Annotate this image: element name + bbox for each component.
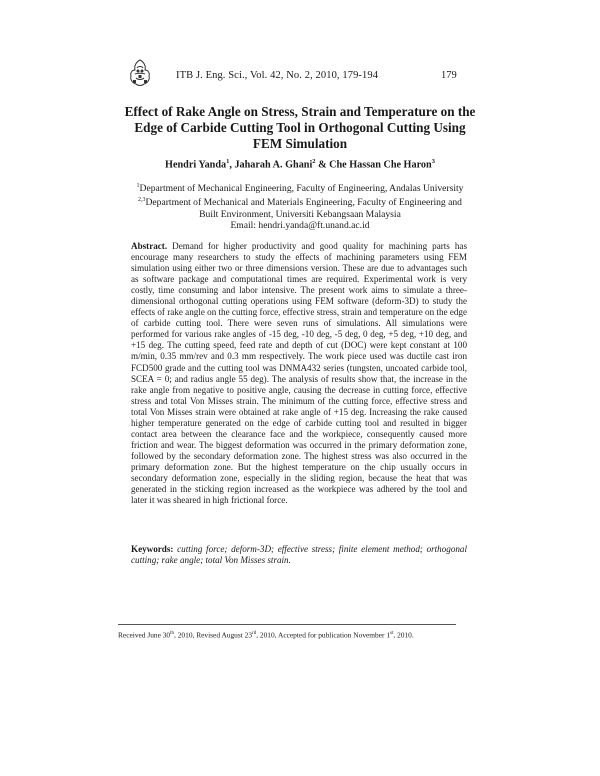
footnote-text: , 2010, Accepted for publication November 1 bbox=[256, 630, 391, 640]
keywords-label: Keywords: bbox=[131, 544, 174, 554]
keywords bbox=[131, 544, 467, 566]
author-list bbox=[120, 158, 480, 170]
footnote-divider bbox=[118, 624, 456, 625]
journal-reference: ITB J. Eng. Sci., Vol. 42, No. 2, 2010, 179-194 bbox=[176, 70, 379, 81]
keywords-text: cutting force; deform-3D; effective stress; finite element method; orthogonal cutting; rake angle; total Von Misses strain. bbox=[131, 544, 467, 565]
author-name: Che Hassan Che Haron bbox=[329, 159, 432, 171]
abstract-label: Abstract. bbox=[131, 241, 168, 251]
author-affiliation-mark: 2 bbox=[312, 158, 316, 165]
affiliation-mark: 1 bbox=[136, 183, 140, 189]
author-separator: , bbox=[229, 159, 235, 171]
affiliations bbox=[118, 181, 482, 232]
received-dates-footnote bbox=[118, 629, 478, 639]
footnote-text: Received June 30 bbox=[118, 630, 171, 640]
author-separator: & bbox=[315, 159, 330, 171]
ordinal-suffix: rd bbox=[252, 631, 257, 636]
affiliation-line-3: Built Environment, Universiti Kebangsaan Malaysia bbox=[199, 208, 401, 220]
author-name: Hendri Yanda bbox=[165, 159, 227, 171]
affiliation-text: Department of Mechanical Engineering, Faculty of Engineering, Andalas University bbox=[139, 183, 464, 195]
abstract bbox=[131, 241, 467, 506]
affiliation-mark: 2,3 bbox=[138, 196, 146, 203]
affiliation-line-2 bbox=[118, 195, 482, 209]
author-name: Jaharah A. Ghani bbox=[234, 159, 313, 171]
footnote-text: , 2010, Revised August 23 bbox=[174, 630, 253, 640]
author-email: Email: hendri.yanda@ft.unand.ac.id bbox=[230, 220, 370, 232]
itb-logo-icon bbox=[128, 58, 152, 88]
paper-title: Effect of Rake Angle on Stress, Strain and Temperature on the Edge of Carbide Cutting Tool in Orthogonal Cutting Using FEM Simulation bbox=[124, 104, 476, 151]
author-affiliation-mark: 3 bbox=[431, 158, 435, 165]
abstract-text: Demand for higher productivity and good quality for machining parts has encourage many researchers to study the effects of machining parameters using FEM simulation using either two or three dimensions version. These are due to advantages such as software package and computational times are required. Experimental work is very costly, time consuming and labor intensive. The present work aims to simulate a three-dimensional orthogonal cutting operations using FEM software (deform-3D) to study the effects of rake angle on the cutting force, effective stress, strain and temperature on the edge of carbide cutting tool. There were seven runs of simulations. All simulations were performed for various rake angles of -15 deg, -10 deg, -5 deg, 0 deg, +5 deg, +10 deg, and +15 deg. The cutting speed, feed rate and depth of cut (DOC) were kept constant at 100 m/min, 0.35 mm/rev and 0.3 mm respectively. The work piece used was ductile cast iron FCD500 grade and the cutting tool was DNMA432 series (tungsten, uncoated carbide tool, SCEA = 0; and radius angle 55 deg). The analysis of results show that, the increase in the rake angle from negative to positive angle, causing the decrease in cutting force, effective stress and total Von Misses strain. The minimum of the cutting force, effective stress and total Von Misses strain were obtained at rake angle of +15 deg. Increasing the rake caused higher temperature generated on the edge of carbide cutting tool and resulted in bigger contact area between the clearance face and the workpiece, consequently caused more friction and wear. The biggest deformation was occurred in the primary deformation zone, followed by the secondary deformation zone. The highest stress was also occurred in the primary deformation zone. But the highest temperature on the chip usually occurs in secondary deformation zone, especially in the sliding region, because the heat that was generated in the sticking region increased as the workpiece was adhered by the tool and later it was sheared in high frictional force. bbox=[131, 241, 467, 506]
footnote-text: , 2010. bbox=[393, 630, 414, 640]
affiliation-line-1 bbox=[118, 181, 482, 195]
affiliation-text: Department of Mechanical and Materials Engineering, Faculty of Engineering and bbox=[145, 196, 462, 208]
ordinal-suffix: th bbox=[170, 631, 175, 636]
ordinal-suffix: st bbox=[390, 631, 394, 636]
author-affiliation-mark: 1 bbox=[226, 158, 230, 165]
page-number: 179 bbox=[441, 70, 457, 81]
